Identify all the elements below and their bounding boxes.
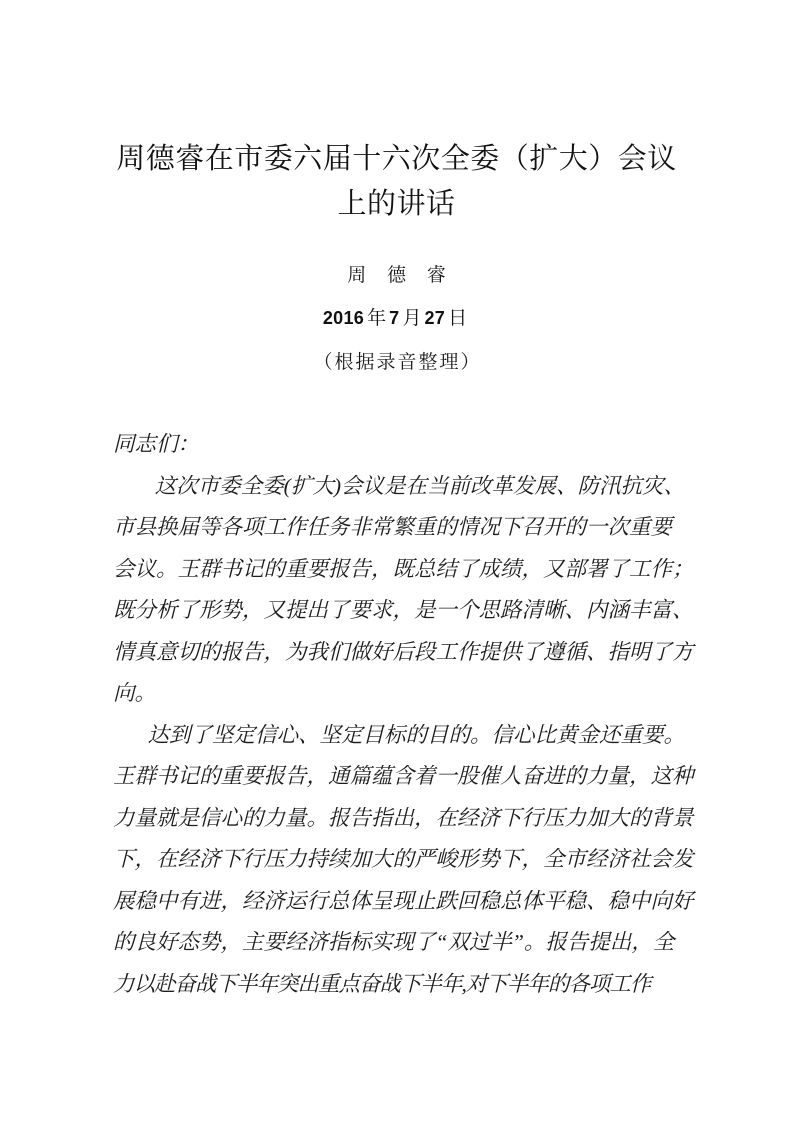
paragraph-line <box>113 507 685 549</box>
date-day: 27 <box>424 308 446 328</box>
salutation: 同志们： <box>113 432 200 456</box>
paragraph-line <box>113 632 694 674</box>
page-title <box>105 137 688 227</box>
paragraph-line <box>113 756 694 798</box>
paragraph-line-text: 情真意切的报告，为我们做好后段工作提供了遵循、指明了方 <box>113 639 694 664</box>
paragraph-line <box>113 715 685 757</box>
paragraph-line: 向。 <box>113 681 157 705</box>
paragraph-line-text: 王群书记的重要报告，通篇蕴含着一股催人奋进的力量，这种 <box>113 764 694 788</box>
document-body <box>113 424 694 1005</box>
date-year-unit: 年 <box>367 308 387 329</box>
paragraph-line-text: 下，在经济下行压力持续加大的严峻形势下，全市经济社会发 <box>113 847 694 871</box>
paragraph-line-text: 达到了坚定信心、坚定目标的目的。信心比黄金还重要。 <box>147 722 685 747</box>
paragraph-line <box>113 839 694 881</box>
paragraph-line-text: 这次市委全委(扩大)会议是在当前改革发展、防汛抗灾、 <box>154 473 685 498</box>
date-month: 7 <box>389 308 400 328</box>
page-title-line-1: 周德睿在市委六届十六次全委（扩大）会议 <box>116 143 677 175</box>
paragraph-indent <box>113 715 147 757</box>
paragraph-line <box>113 466 685 508</box>
date-day-unit: 日 <box>448 308 468 329</box>
paragraph-indent <box>113 466 155 508</box>
paragraph-line <box>113 881 694 923</box>
byline-note: （根据录音整理） <box>313 352 482 373</box>
page-title-line-2: 上的讲话 <box>337 188 456 220</box>
paragraph-line-text: 市县换届等各项工作任务非常繁重的情况下召开的一次重要 <box>113 515 673 539</box>
paragraph-line <box>113 922 685 964</box>
paragraph-line-text: 的良好态势，主要经济指标实现了“双过半”。报告提出，全 <box>113 930 675 954</box>
byline-date <box>105 303 688 334</box>
paragraph-line-text: 会议。王群书记的重要报告，既总结了成绩，又部署了工作； <box>113 556 694 581</box>
paragraph-line <box>113 798 694 840</box>
date-month-unit: 月 <box>402 308 422 329</box>
paragraph-line-text: 既分析了形势，又提出了要求，是一个思路清晰、内涵丰富、 <box>113 598 694 622</box>
byline-author: 周 德 睿 <box>347 265 454 286</box>
paragraph-line <box>113 590 694 632</box>
paragraph-line-text: 展稳中有进，经济运行总体呈现止跌回稳总体平稳、稳中向好 <box>113 888 694 913</box>
paragraph-line <box>113 549 694 591</box>
paragraph-line-text: 力量就是信心的力量。报告指出，在经济下行压力加大的背景 <box>113 805 694 830</box>
paragraph-line <box>113 964 685 1006</box>
paragraph-line-text: 力以赴奋战下半年突出重点奋战下半年,对下半年的各项工作 <box>113 971 651 996</box>
date-year: 2016 <box>322 308 365 328</box>
